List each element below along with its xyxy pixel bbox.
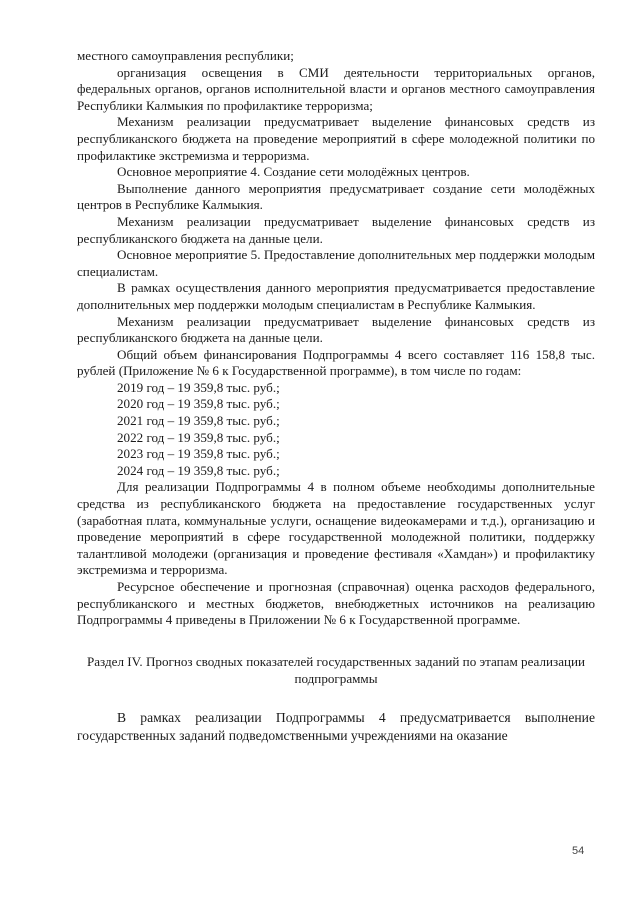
- paragraph: Ресурсное обеспечение и прогнозная (справочная) оценка расходов федерального, республиканского и местных бюджетов, внебюджетных источников на реализацию Подпрограммы 4 приведены в Приложении № 6 к Государственной программе.: [77, 579, 595, 628]
- paragraph: Механизм реализации предусматривает выделение финансовых средств из республиканского бюджета на данные цели.: [77, 213, 595, 246]
- paragraph: В рамках реализации Подпрограммы 4 предусматривается выполнение государственных заданий подведомственными учреждениями на оказание: [77, 709, 595, 743]
- funding-year-item: 2024 год – 19 359,8 тыс. руб.;: [117, 462, 280, 478]
- page-body: [77, 48, 595, 745]
- paragraph: Для реализации Подпрограммы 4 в полном объеме необходимы дополнительные средства из республиканского бюджета на предоставление государственных услуг (заработная плата, коммунальные услуги, оснащение видеокамерами и т.д.), организацию и проведение мероприятий в сфере государственной молодежной политики, поддержку талантливой молодежи (организация и проведение фестиваля «Хамдан») и профилактику экстремизма и терроризма.: [77, 479, 595, 578]
- paragraph: В рамках осуществления данного мероприятия предусматривается предоставление дополнительных мер поддержки молодым специалистам в Республике Калмыкия.: [77, 280, 595, 312]
- section-heading: Раздел IV. Прогноз сводных показателей государственных заданий по этапам реализации подпрограммы: [86, 653, 586, 686]
- paragraph: Основное мероприятие 4. Создание сети молодёжных центров.: [117, 164, 470, 180]
- paragraph: Общий объем финансирования Подпрограммы 4 всего составляет 116 158,8 тыс. рублей (Приложение № 6 к Государственной программе), в том числе по годам:: [77, 346, 595, 379]
- paragraph: местного самоуправления республики;: [77, 48, 294, 63]
- paragraph: Механизм реализации предусматривает выделение финансовых средств из республиканского бюджета на проведение мероприятий в сфере молодежной политики по профилактике экстремизма и терроризма.: [77, 114, 595, 163]
- paragraph: Механизм реализации предусматривает выделение финансовых средств из республиканского бюджета на данные цели.: [77, 313, 595, 346]
- funding-year-item: 2022 год – 19 359,8 тыс. руб.;: [117, 429, 280, 445]
- paragraph: Выполнение данного мероприятия предусматривает создание сети молодёжных центров в Республике Калмыкия.: [77, 180, 595, 213]
- paragraph: Основное мероприятие 5. Предоставление дополнительных мер поддержки молодым специалистам.: [77, 247, 595, 279]
- paragraph: организация освещения в СМИ деятельности территориальных органов, федеральных органов, органов исполнительной власти и органов местного самоуправления Республики Калмыкия по профилактике терроризма;: [77, 64, 595, 113]
- funding-year-item: 2019 год – 19 359,8 тыс. руб.;: [117, 379, 280, 395]
- funding-by-year-list: [77, 380, 595, 480]
- funding-year-item: 2021 год – 19 359,8 тыс. руб.;: [117, 413, 280, 429]
- page-number: 54: [572, 845, 585, 857]
- funding-year-item: 2020 год – 19 359,8 тыс. руб.;: [117, 396, 280, 412]
- funding-year-item: 2023 год – 19 359,8 тыс. руб.;: [117, 446, 280, 462]
